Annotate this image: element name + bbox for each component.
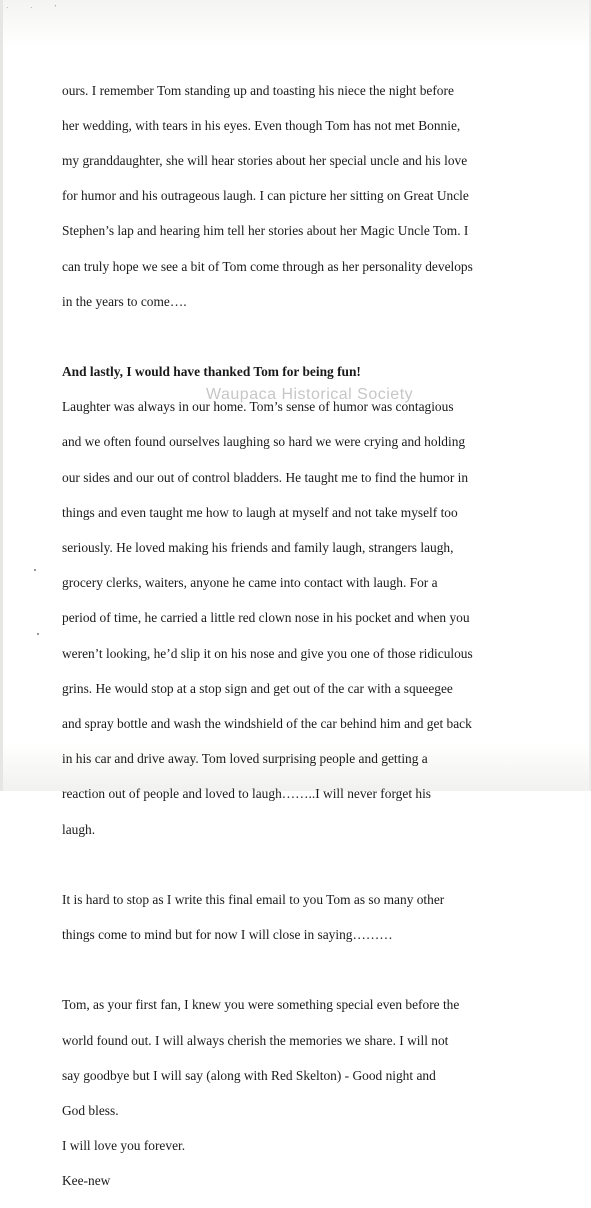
text-line: in the years to come…. [62,293,187,309]
margin-speck [34,569,36,571]
text-line: period of time, he carried a little red clown nose in his pocket and when you [62,610,470,626]
text-line: things come to mind but for now I will close in saying……… [62,927,393,943]
text-line: can truly hope we see a bit of Tom come through as her personality develops [62,258,473,274]
text-line: and spray bottle and wash the windshield of the car behind him and get back [62,715,472,731]
text-line: things and even taught me how to laugh at myself and not take myself too [62,504,458,520]
text-line: my granddaughter, she will hear stories about her special uncle and his love [62,152,468,168]
text-line: grocery clerks, waiters, anyone he came into contact with laugh. For a [62,575,438,591]
section-heading: And lastly, I would have thanked Tom for being fun! [62,364,361,380]
text-line: her wedding, with tears in his eyes. Even though Tom has not met Bonnie, [62,117,461,133]
page-left-edge [0,0,3,791]
text-line: Laughter was always in our home. Tom’s sense of humor was contagious [62,399,454,415]
watermark: Waupaca Historical Society [206,386,414,403]
text-line: grins. He would stop at a stop sign and get out of the car with a squeegee [62,680,453,696]
paragraph-4 [62,979,532,1208]
text-line: weren’t looking, he’d slip it on his nose and give you one of those ridiculous [62,645,473,661]
text-line: reaction out of people and loved to laugh……..I will never forget his [62,786,432,802]
paragraph-1 [62,64,532,328]
letter-body [62,64,532,1208]
text-line: It is hard to stop as I write this final email to you Tom as so many other [62,891,445,907]
text-line: world found out. I will always cherish the memories we share. I will not [62,1032,449,1048]
text-line: ours. I remember Tom standing up and toasting his niece the night before [62,82,454,98]
text-line: Tom, as your first fan, I knew you were something special even before the [62,997,460,1013]
margin-speck [37,633,39,635]
text-line: God bless. [62,1103,119,1119]
signature-name: Kee-new [62,1173,111,1189]
closing-line: I will love you forever. [62,1138,186,1154]
text-line: our sides and our out of control bladders. He taught me to find the humor in [62,469,469,485]
paragraph-3 [62,873,532,961]
scan-marks: · · ’ [6,4,67,12]
text-line: in his car and drive away. Tom loved surprising people and getting a [62,751,428,767]
text-line: seriously. He loved making his friends and family laugh, strangers laugh, [62,540,454,556]
paragraph-2 [62,346,532,856]
text-line: for humor and his outrageous laugh. I can picture her sitting on Great Uncle [62,188,469,204]
text-line: Stephen’s lap and hearing him tell her stories about her Magic Uncle Tom. I [62,223,469,239]
text-line: and we often found ourselves laughing so hard we were crying and holding [62,434,466,450]
text-line: say goodbye but I will say (along with Red Skelton) - Good night and [62,1067,436,1083]
text-line: laugh. [62,821,96,837]
